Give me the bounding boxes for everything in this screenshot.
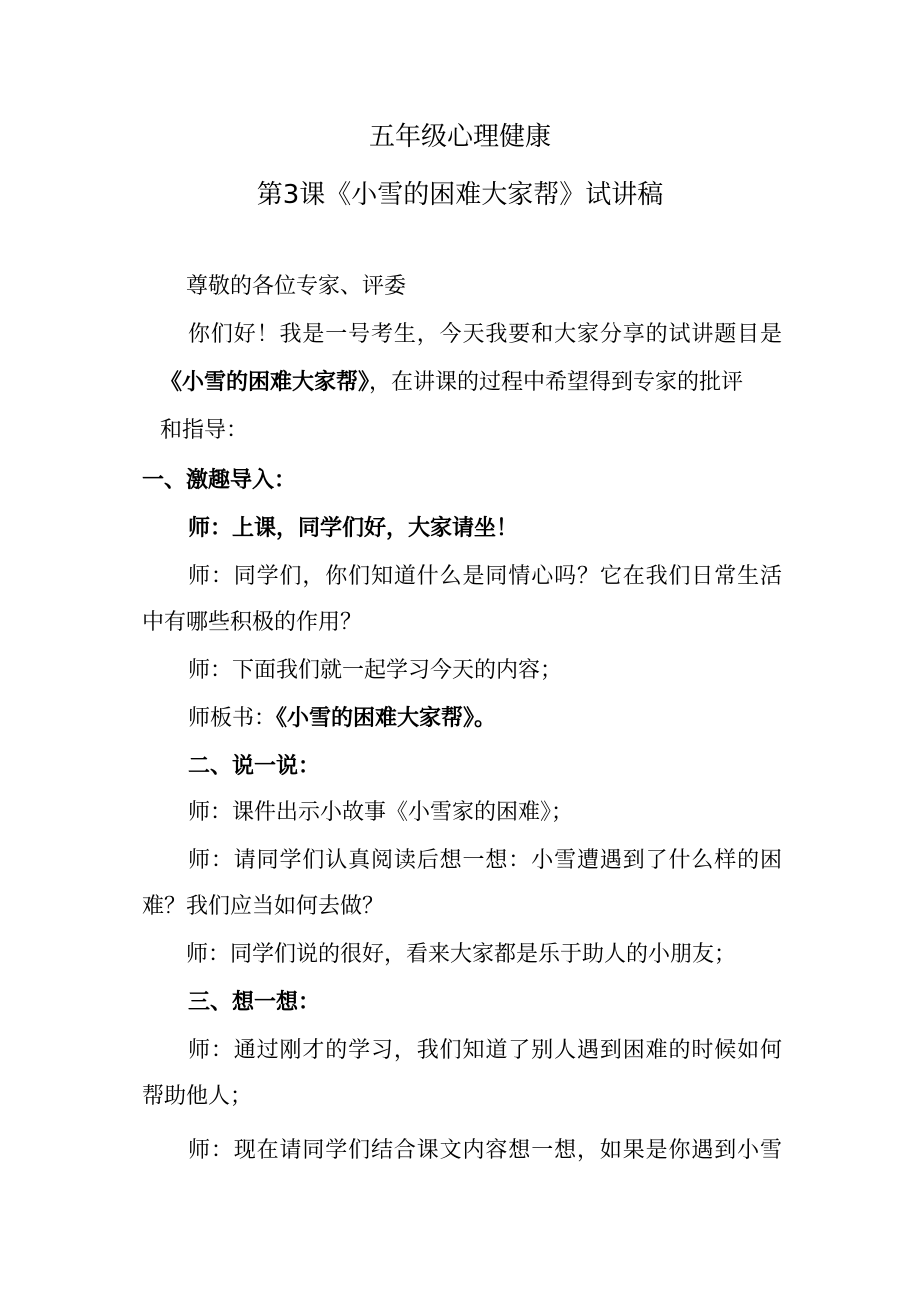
doc-subtitle: 第3课《小雪的困难大家帮》试讲稿 [256,180,664,210]
intro-line-2 [160,368,743,398]
lesson-title-inline: 《小雪的困难大家帮》 [160,370,370,395]
doc-title: 五年级心理健康 [368,122,551,152]
board-label: 师板书： [188,706,277,731]
intro-line-2-rest: ，在讲课的过程中希望得到专家的批评 [369,370,744,395]
intro-line-3: 和指导： [160,418,249,443]
section-2-p1: 师：课件出示小故事《小雪家的困难》； [188,800,574,825]
section-2-heading: 二、说一说： [188,754,321,779]
section-2-p2-line-2: 难？我们应当如何去做？ [142,894,385,919]
board-title: 《小雪的困难大家帮》。 [276,706,497,731]
intro-line-1: 你们好！我是一号考生，今天我要和大家分享的试讲题目是 [188,322,782,347]
section-3-p2-line-1: 师：现在请同学们结合课文内容想一想，如果是你遇到小雪 [188,1138,782,1163]
section-1-p4 [188,704,496,734]
section-2-p3: 师：同学们说的很好，看来大家都是乐于助人的小朋友； [186,942,737,967]
section-3-p1-line-2: 帮助他人； [142,1084,253,1109]
greeting: 尊敬的各位专家、评委 [186,274,407,299]
section-1-p3: 师：下面我们就一起学习今天的内容； [188,658,563,683]
section-1-p1: 师：上课，同学们好，大家请坐！ [188,516,519,541]
section-2-p2-line-1: 师：请同学们认真阅读后想一想：小雪遭遇到了什么样的困 [188,848,782,873]
section-3-p1-line-1: 师：通过刚才的学习，我们知道了别人遇到困难的时候如何 [188,1038,782,1063]
section-1-heading: 一、激趣导入： [142,468,297,493]
section-3-heading: 三、想一想： [188,990,321,1015]
section-1-p2-line-1: 师：同学们，你们知道什么是同情心吗？它在我们日常生活 [188,564,782,589]
section-1-p2-line-2: 中有哪些积极的作用？ [142,610,363,635]
